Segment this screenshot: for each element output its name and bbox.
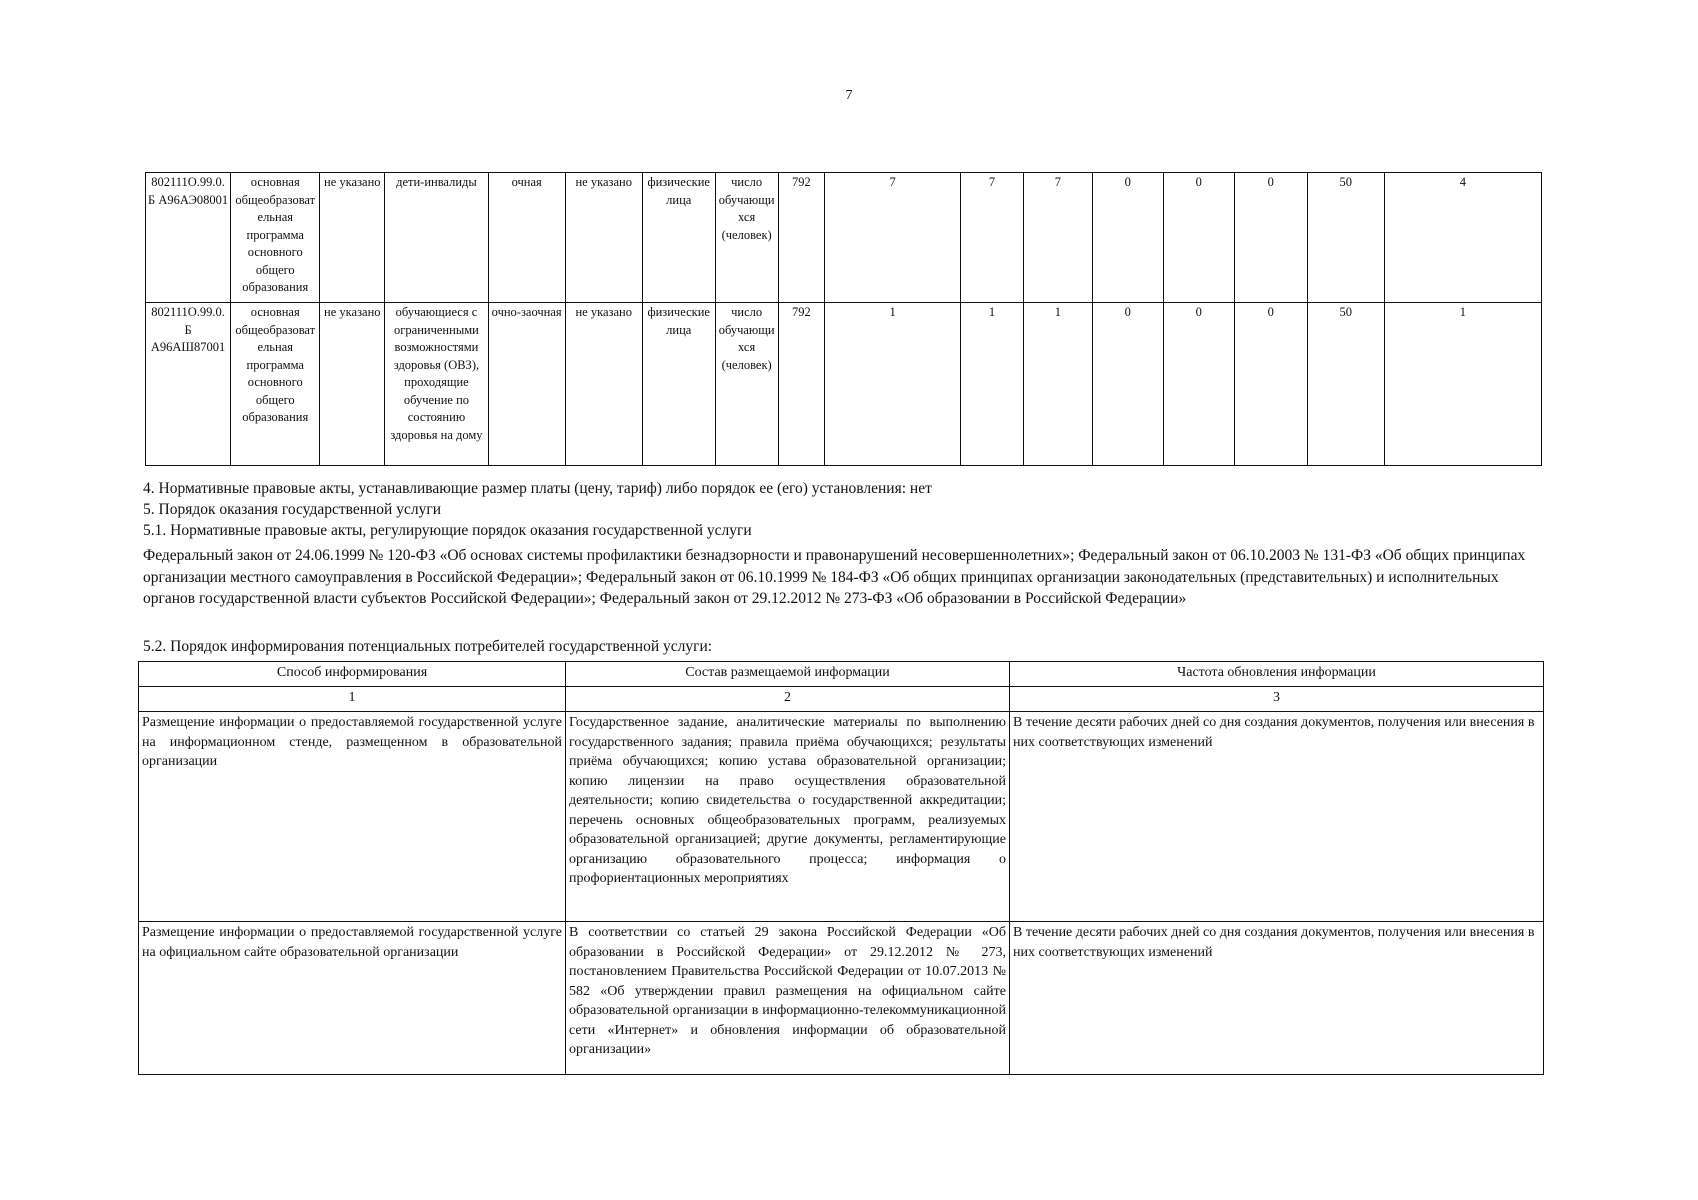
table-cell: не указано (565, 173, 642, 303)
value-cell: 1 (961, 303, 1024, 466)
table-row (146, 173, 1542, 303)
table-row (139, 922, 1544, 1075)
section-4-heading: 4. Нормативные правовые акты, устанавливающие размер платы (цену, тариф) либо порядок ее (его) установления: нет (143, 480, 932, 497)
category-cell: обучающиеся с ограниченными возможностями здоровья (ОВЗ), проходящие обучение по состоянию здоровья на дому (385, 303, 488, 466)
category-cell: дети-инвалиды (385, 173, 488, 303)
form-cell: очно-заочная (488, 303, 565, 466)
column-number: 1 (139, 687, 566, 712)
indicators-table (145, 172, 1542, 466)
section-5-heading: 5. Порядок оказания государственной услуги (143, 501, 441, 518)
frequency-cell: В течение десяти рабочих дней со дня создания документов, получения или внесения в них соответствующих изменений (1010, 922, 1544, 1075)
value-cell: 1 (1384, 303, 1541, 466)
table-row (139, 712, 1544, 922)
program-cell: основная общеобразовательная программа основного общего образования (231, 303, 320, 466)
okei-code-cell: 792 (778, 173, 825, 303)
value-cell: 1 (825, 303, 961, 466)
column-header: Состав размещаемой информации (566, 662, 1010, 687)
content-cell: Государственное задание, аналитические материалы по выполнению государственного задания; правила приёма обучающихся; результаты приёма обучающихся; копию устава образовательной организации; копию лицензии на право осуществления образовательной деятельности; копию свидетельства о государственной аккредитации; перечень основных общеобразовательных программ, реализуемых образовательной организацией; другие документы, регламентирующие организацию образовательного процесса; информация о профориентационных мероприятиях (566, 712, 1010, 922)
column-header: Частота обновления информации (1010, 662, 1544, 687)
column-number-row (139, 687, 1544, 712)
consumer-cell: физические лица (642, 173, 715, 303)
content-cell: В соответствии со статьей 29 закона Российской Федерации «Об образовании в Российской Федерации» от 29.12.2012 № 273, постановлением Правительства Российской Федерации от 10.07.2013 № 582 «Об утверждении правил размещения на официальном сайте образовательной организации в информационно-телекоммуникационной сети «Интернет» и обновления информации об образовательной организации» (566, 922, 1010, 1075)
consumer-cell: физические лица (642, 303, 715, 466)
column-number: 2 (566, 687, 1010, 712)
value-cell: 0 (1092, 303, 1163, 466)
table-cell: не указано (565, 303, 642, 466)
informing-table (138, 661, 1544, 1075)
okei-code-cell: 792 (778, 303, 825, 466)
registry-number-cell: 802111О.99.0.Б А96АШ87001 (146, 303, 231, 466)
indicator-cell: число обучающихся (человек) (715, 173, 778, 303)
method-cell: Размещение информации о предоставляемой государственной услуге на официальном сайте образовательной организации (139, 922, 566, 1075)
value-cell: 7 (961, 173, 1024, 303)
table-row (146, 303, 1542, 466)
method-cell: Размещение информации о предоставляемой государственной услуге на информационном стенде, размещенном в образовательной организации (139, 712, 566, 922)
program-cell: основная общеобразовательная программа основного общего образования (231, 173, 320, 303)
column-number: 3 (1010, 687, 1544, 712)
value-cell: 50 (1307, 303, 1384, 466)
value-cell: 0 (1163, 303, 1234, 466)
value-cell: 0 (1163, 173, 1234, 303)
frequency-cell: В течение десяти рабочих дней со дня создания документов, получения или внесения в них соответствующих изменений (1010, 712, 1544, 922)
section-5-1-heading: 5.1. Нормативные правовые акты, регулирующие порядок оказания государственной услуги (143, 522, 752, 539)
legal-acts-paragraph: Федеральный закон от 24.06.1999 № 120-ФЗ «Об основах системы профилактики безнадзорности и правонарушений несовершеннолетних»; Федеральный закон от 06.10.2003 № 131-ФЗ «Об общих принципах организации местного самоуправления в Российской Федерации»; Федеральный закон от 06.10.1999 № 184-ФЗ «Об общих принципах организации законодательных (представительных) и исполнительных органов государственной власти субъектов Российской Федерации»; Федеральный закон от 29.12.2012 № 273-ФЗ «Об образовании в Российской Федерации» (143, 547, 1526, 607)
indicator-cell: число обучающихся (человек) (715, 303, 778, 466)
form-cell: очная (488, 173, 565, 303)
table-cell: не указано (320, 303, 385, 466)
value-cell: 1 (1023, 303, 1092, 466)
value-cell: 0 (1234, 303, 1307, 466)
value-cell: 0 (1092, 173, 1163, 303)
column-header: Способ информирования (139, 662, 566, 687)
value-cell: 4 (1384, 173, 1541, 303)
section-5-2-heading: 5.2. Порядок информирования потенциальных потребителей государственной услуги: (143, 638, 713, 655)
table-header-row (139, 662, 1544, 687)
value-cell: 50 (1307, 173, 1384, 303)
table-cell: не указано (320, 173, 385, 303)
value-cell: 7 (825, 173, 961, 303)
registry-number-cell: 802111О.99.0.Б А96АЭ08001 (146, 173, 231, 303)
value-cell: 0 (1234, 173, 1307, 303)
value-cell: 7 (1023, 173, 1092, 303)
page-number: 7 (845, 88, 853, 103)
